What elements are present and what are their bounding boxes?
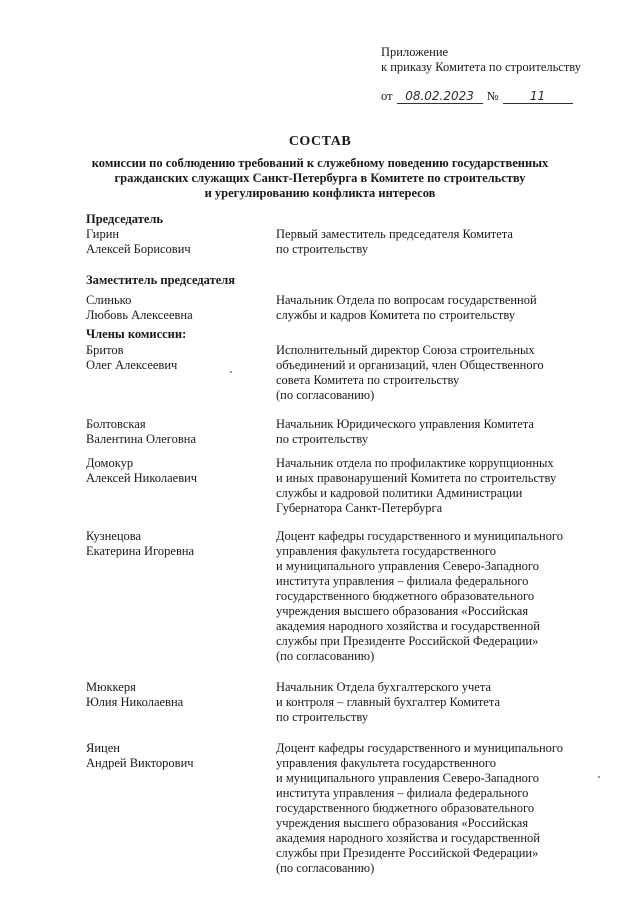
title-line-1: комиссии по соблюдению требований к служебному поведению государственных: [91, 156, 549, 170]
position-line: объединений и организаций, член Общественного: [276, 358, 544, 372]
position-line: (по согласованию): [276, 388, 375, 402]
person-surname: Кузнецова: [86, 529, 142, 543]
person-position: [276, 343, 576, 403]
position-line: Доцент кафедры государственного и муниципального: [276, 529, 563, 543]
chairman-heading: Председатель: [86, 212, 164, 226]
position-line: службы и кадровой политики Администрации: [276, 486, 523, 500]
member-row: [86, 456, 586, 516]
person-surname: Болтовская: [86, 417, 146, 431]
person-given-names: Олег Алексеевич: [86, 358, 178, 372]
person-surname: Бритов: [86, 343, 124, 357]
person-name: [86, 227, 276, 257]
position-line: по строительству: [276, 432, 369, 446]
position-line: по строительству: [276, 242, 369, 256]
deputy-row: [86, 293, 586, 323]
person-position: [276, 227, 576, 257]
scan-speck: [598, 776, 600, 778]
position-line: совета Комитета по строительству: [276, 373, 460, 387]
position-line: Исполнительный директор Союза строительных: [276, 343, 535, 357]
order-date-number: [381, 89, 621, 104]
position-line: Первый заместитель председателя Комитета: [276, 227, 513, 241]
person-given-names: Алексей Борисович: [86, 242, 191, 256]
position-line: и иных правонарушений Комитета по строительству: [276, 471, 557, 485]
title-heading: СОСТАВ: [288, 134, 352, 149]
position-line: Губернатора Санкт-Петербурга: [276, 501, 443, 515]
member-row: [86, 529, 586, 664]
position-line: службы при Президенте Российской Федерации»: [276, 634, 539, 648]
deputy-heading: Заместитель председателя: [86, 273, 236, 287]
position-line: Начальник Юридического управления Комитета: [276, 417, 534, 431]
position-line: Начальник Отдела бухгалтерского учета: [276, 680, 492, 694]
position-line: управления факультета государственного: [276, 544, 496, 558]
position-line: службы и кадров Комитета по строительству: [276, 308, 516, 322]
person-given-names: Валентина Олеговна: [86, 432, 197, 446]
member-row: [86, 343, 586, 403]
person-given-names: Андрей Викторович: [86, 756, 194, 770]
position-line: института управления – филиала федерального: [276, 574, 529, 588]
position-line: и муниципального управления Северо-Западного: [276, 559, 539, 573]
title-line-2: гражданских служащих Санкт-Петербурга в Комитете по строительству: [114, 171, 526, 185]
appendix-order-ref: к приказу Комитета по строительству: [381, 60, 582, 74]
position-line: и контроля – главный бухгалтер Комитета: [276, 695, 501, 709]
position-line: (по согласованию): [276, 861, 375, 875]
number-prefix: №: [486, 89, 499, 103]
person-name: [86, 741, 276, 876]
person-given-names: Алексей Николаевич: [86, 471, 198, 485]
position-line: Начальник отдела по профилактике коррупционных: [276, 456, 554, 470]
appendix-title: Приложение: [381, 45, 449, 59]
person-name: [86, 680, 276, 725]
position-line: академия народного хозяйства и государственной: [276, 619, 540, 633]
chairman-row: [86, 227, 586, 257]
person-position: [276, 680, 576, 725]
person-name: [86, 529, 276, 664]
date-prefix: от: [381, 89, 393, 103]
member-row: [86, 680, 586, 725]
person-surname: Слинько: [86, 293, 132, 307]
appendix-header: [381, 45, 621, 104]
position-line: и муниципального управления Северо-Западного: [276, 771, 539, 785]
member-row: [86, 741, 586, 876]
position-line: по строительству: [276, 710, 369, 724]
position-line: учреждения высшего образования «Российская: [276, 604, 529, 618]
person-given-names: Екатерина Игоревна: [86, 544, 195, 558]
order-number: 11: [503, 89, 573, 104]
person-name: [86, 456, 276, 516]
person-name: [86, 293, 276, 323]
position-line: государственного бюджетного образовательного: [276, 801, 535, 815]
position-line: управления факультета государственного: [276, 756, 496, 770]
member-row: [86, 417, 586, 447]
person-position: [276, 456, 576, 516]
person-position: [276, 293, 576, 323]
person-name: [86, 417, 276, 447]
scan-speck: [230, 371, 232, 373]
person-surname: Мюккеря: [86, 680, 136, 694]
position-line: Доцент кафедры государственного и муниципального: [276, 741, 563, 755]
position-line: службы при Президенте Российской Федерации»: [276, 846, 539, 860]
person-surname: Яицен: [86, 741, 120, 755]
members-heading: Члены комиссии:: [86, 327, 187, 341]
person-name: [86, 343, 276, 403]
person-position: [276, 417, 576, 447]
person-given-names: Юлия Николаевна: [86, 695, 184, 709]
order-date: 08.02.2023: [397, 89, 483, 104]
person-surname: Домокур: [86, 456, 134, 470]
position-line: государственного бюджетного образовательного: [276, 589, 535, 603]
person-surname: Гирин: [86, 227, 120, 241]
document-title: [0, 134, 640, 201]
person-position: [276, 529, 576, 664]
person-position: [276, 741, 576, 876]
position-line: (по согласованию): [276, 649, 375, 663]
title-line-3: и урегулированию конфликта интересов: [204, 186, 436, 200]
commission-composition: [86, 212, 586, 876]
position-line: Начальник Отдела по вопросам государственной: [276, 293, 537, 307]
position-line: учреждения высшего образования «Российская: [276, 816, 529, 830]
position-line: академия народного хозяйства и государственной: [276, 831, 540, 845]
person-given-names: Любовь Алексеевна: [86, 308, 193, 322]
position-line: института управления – филиала федерального: [276, 786, 529, 800]
